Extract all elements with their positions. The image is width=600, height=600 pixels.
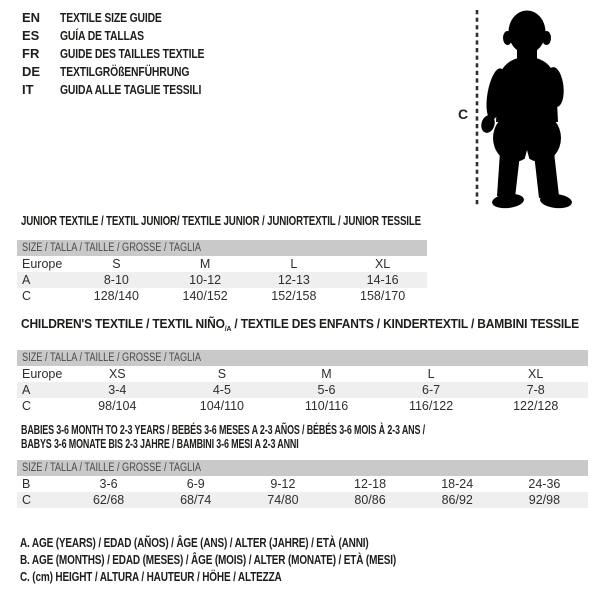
babies-textile-section — [17, 423, 588, 508]
size-row-c — [17, 492, 588, 508]
size-cell: 24-36 — [528, 477, 561, 491]
language-row — [22, 62, 240, 80]
table-title-line: CHILDREN'S TEXTILE / TEXTIL $NIÑO_{/A}$ / TEXTILE DES ENFANTS / KINDERTEXTIL / BAMBINI TESSILE — [21, 316, 580, 333]
size-row-europe — [17, 366, 588, 382]
legend-footnotes — [20, 535, 490, 586]
footnote-line: C. (cm) HEIGHT / ALTURA / HAUTEUR / HÖHE / ALTEZZA — [20, 570, 282, 584]
row-label: Europe — [22, 367, 63, 381]
size-cell: S — [217, 367, 227, 381]
size-cell: 110/116 — [304, 399, 349, 413]
babies-size-table — [17, 476, 588, 508]
size-cell: 74/80 — [267, 493, 299, 507]
language-row — [22, 26, 240, 44]
row-label: B — [22, 477, 31, 491]
size-cell: 3-6 — [99, 477, 118, 491]
size-cell: 116/122 — [408, 399, 454, 413]
language-code: DE — [22, 63, 41, 79]
size-row-b — [17, 476, 588, 492]
row-label: Europe — [22, 257, 63, 271]
size-cell: 7-8 — [526, 383, 545, 397]
row-label: C — [22, 399, 32, 413]
size-cell: 122/128 — [513, 399, 559, 413]
table-title — [17, 317, 588, 336]
size-cell: 80/86 — [354, 493, 386, 507]
size-cell: XL — [528, 367, 544, 381]
size-cell: 98/104 — [98, 399, 137, 413]
row-label: C — [22, 493, 32, 507]
table-title-line: JUNIOR TEXTILE / TEXTIL JUNIOR/ TEXTILE JUNIOR / JUNIORTEXTIL / JUNIOR TESSILE — [21, 213, 421, 228]
size-cell: 92/98 — [528, 493, 561, 507]
language-code: FR — [22, 45, 40, 61]
size-cell: 4-5 — [212, 383, 231, 397]
language-title: TEXTILGRÖßENFÜHRUNG — [60, 63, 190, 79]
size-cell: L — [290, 257, 298, 271]
language-title: GUÍA DE TALLAS — [60, 27, 144, 43]
size-row-a — [17, 382, 588, 398]
size-header-band — [17, 460, 588, 476]
language-code: EN — [22, 9, 41, 25]
junior-size-table — [17, 256, 427, 304]
size-cell: 18-24 — [441, 477, 474, 491]
size-cell: 12-18 — [354, 477, 387, 491]
size-cell: 104/110 — [199, 399, 245, 413]
language-row — [22, 44, 240, 62]
size-cell: 10-12 — [189, 273, 222, 287]
row-label: C — [22, 289, 32, 303]
table-title-line: BABYS 3-6 MONATE BIS 2-3 JAHRE / BAMBINI 3-6 MESI A 2-3 ANNI — [21, 436, 299, 451]
size-cell: 128/140 — [93, 289, 139, 303]
size-cell: 6-7 — [422, 383, 441, 397]
footnote-line: A. AGE (YEARS) / EDAD (AÑOS) / ÂGE (ANS) / ALTER (JAHRE) / ETÀ (ANNI) — [20, 536, 369, 550]
size-cell: M — [321, 367, 332, 381]
size-header-label: SIZE / TALLA / TAILLE / GRÖSSE / TAGLIA — [22, 462, 201, 474]
table-title — [17, 214, 427, 228]
size-cell: M — [199, 257, 211, 271]
size-row-c — [17, 288, 427, 304]
junior-textile-section — [17, 214, 427, 304]
baby-silhouette-graphic — [450, 2, 598, 214]
size-cell: 12-13 — [277, 273, 310, 287]
language-row — [22, 8, 240, 26]
language-title: TEXTILE SIZE GUIDE — [60, 9, 162, 25]
row-label: A — [22, 273, 31, 287]
size-cell: 86/92 — [441, 493, 473, 507]
footnote-line: B. AGE (MONTHS) / EDAD (MESES) / ÂGE (MOIS) / ALTER (MONATE) / ETÀ (MESI) — [20, 553, 397, 567]
size-cell: XL — [374, 257, 391, 271]
language-code: IT — [22, 81, 34, 97]
size-cell: XS — [108, 367, 126, 381]
baby-height-figure — [450, 2, 598, 214]
size-cell: 152/158 — [271, 289, 317, 303]
size-cell: S — [112, 257, 121, 271]
size-cell: 8-10 — [103, 273, 129, 287]
children-size-table — [17, 366, 588, 414]
size-row-c — [17, 398, 588, 414]
language-code: ES — [22, 27, 40, 43]
size-cell: 158/170 — [360, 289, 406, 303]
children-textile-section — [17, 317, 588, 414]
language-list — [22, 8, 240, 98]
size-header-label: SIZE / TALLA / TAILLE / GRÖSSE / TAGLIA — [22, 352, 201, 364]
size-cell: 9-12 — [270, 477, 296, 491]
size-header-band — [17, 240, 427, 256]
size-cell: 140/152 — [182, 289, 228, 303]
language-row — [22, 80, 240, 98]
size-header-label: SIZE / TALLA / TAILLE / GRÖSSE / TAGLIA — [22, 242, 201, 254]
table-title-line: BABIES 3-6 MONTH TO 2-3 YEARS / BEBÉS 3-6 MESES A 2-3 AÑOS / BÉBÉS 3-6 MOIS À 2-3 ANS / — [21, 422, 426, 437]
row-label: A — [22, 383, 31, 397]
size-header-band — [17, 350, 588, 366]
size-row-europe — [17, 256, 427, 272]
table-title — [17, 423, 588, 451]
size-cell: 68/74 — [180, 493, 212, 507]
size-cell: 3-4 — [108, 383, 127, 397]
language-title: GUIDA ALLE TAGLIE TESSILI — [60, 81, 202, 97]
size-cell: 5-6 — [317, 383, 336, 397]
baby-silhouette-icon — [479, 11, 572, 210]
language-title: GUIDE DES TAILLES TEXTILE — [60, 45, 205, 61]
height-measure-label: C — [458, 106, 469, 122]
size-cell: 6-9 — [186, 477, 205, 491]
size-cell: L — [427, 367, 435, 381]
size-row-a — [17, 272, 427, 288]
size-cell: 14-16 — [366, 273, 399, 287]
size-cell: 62/68 — [92, 493, 125, 507]
